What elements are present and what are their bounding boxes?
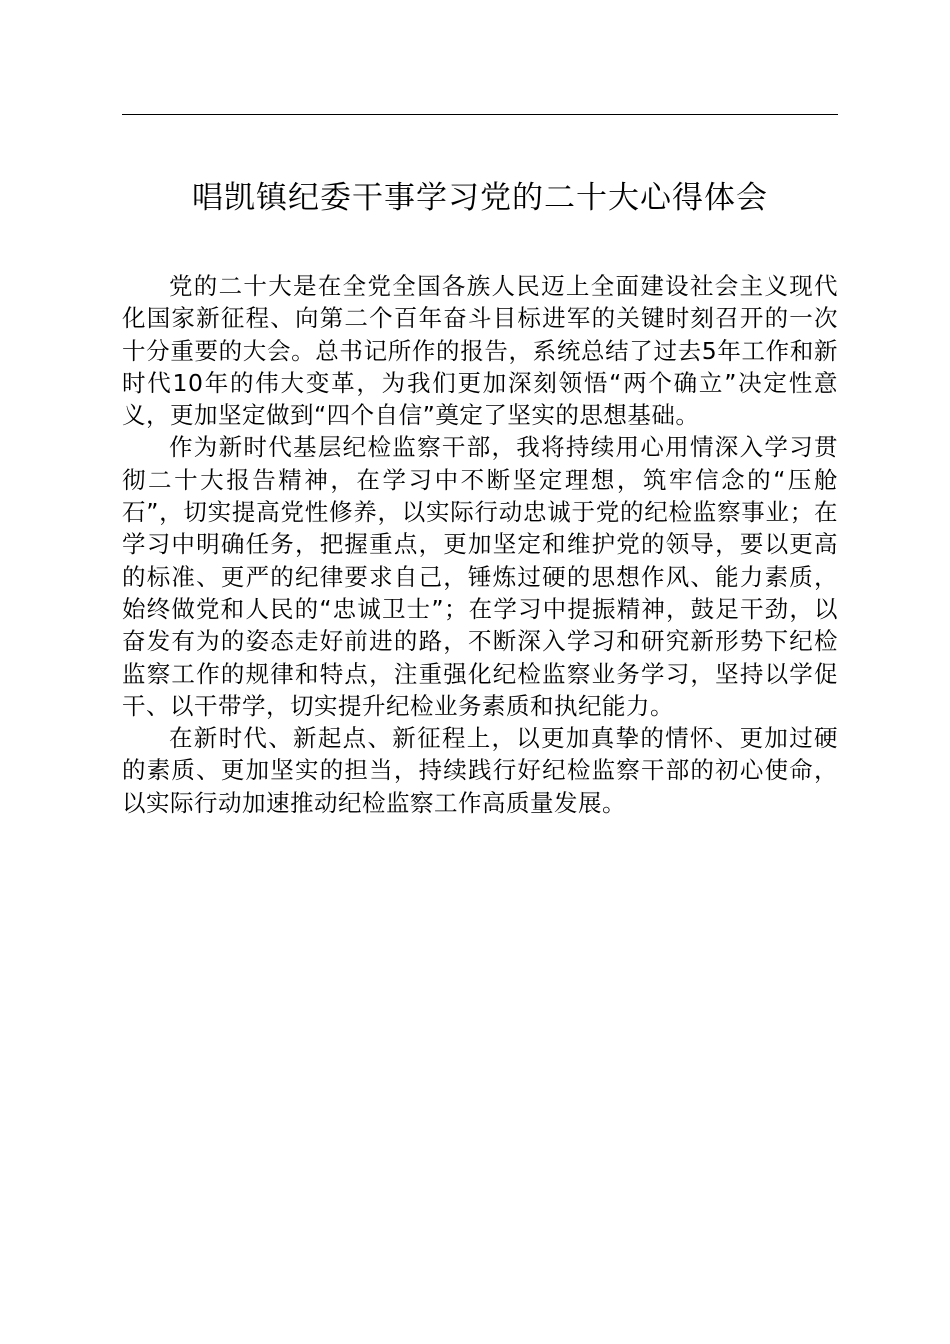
document-body	[122, 270, 838, 819]
paragraph-1: 党的二十大是在全党全国各族人民迈上全面建设社会主义现代化国家新征程、向第二个百年奋斗目标进军的关键时刻召开的一次十分重要的大会。总书记所作的报告，系统总结了过去5年工作和新时代10年的伟大变革，为我们更加深刻领悟“两个确立”决定性意义，更加坚定做到“四个自信”奠定了坚实的思想基础。	[122, 272, 838, 430]
paragraph-2: 作为新时代基层纪检监察干部，我将持续用心用情深入学习贯彻二十大报告精神，在学习中不断坚定理想，筑牢信念的“压舱石”，切实提高党性修养，以实际行动忠诚于党的纪检监察事业；在学习中明确任务，把握重点，更加坚定和维护党的领导，要以更高的标准、更严的纪律要求自己，锤炼过硬的思想作风、能力素质，始终做党和人民的“忠诚卫士”；在学习中提振精神，鼓足干劲，以奋发有为的姿态走好前进的路，不断深入学习和研究新形势下纪检监察工作的规律和特点，注重强化纪检监察业务学习，坚持以学促干、以干带学，切实提升纪检业务素质和执纪能力。	[122, 433, 838, 720]
header-rule	[122, 114, 838, 115]
paragraph-3: 在新时代、新起点、新征程上，以更加真挚的情怀、更加过硬的素质、更加坚实的担当，持续践行好纪检监察干部的初心使命，以实际行动加速推动纪检监察工作高质量发展。	[122, 724, 838, 817]
document-title: 唱凯镇纪委干事学习党的二十大心得体会	[192, 180, 768, 216]
